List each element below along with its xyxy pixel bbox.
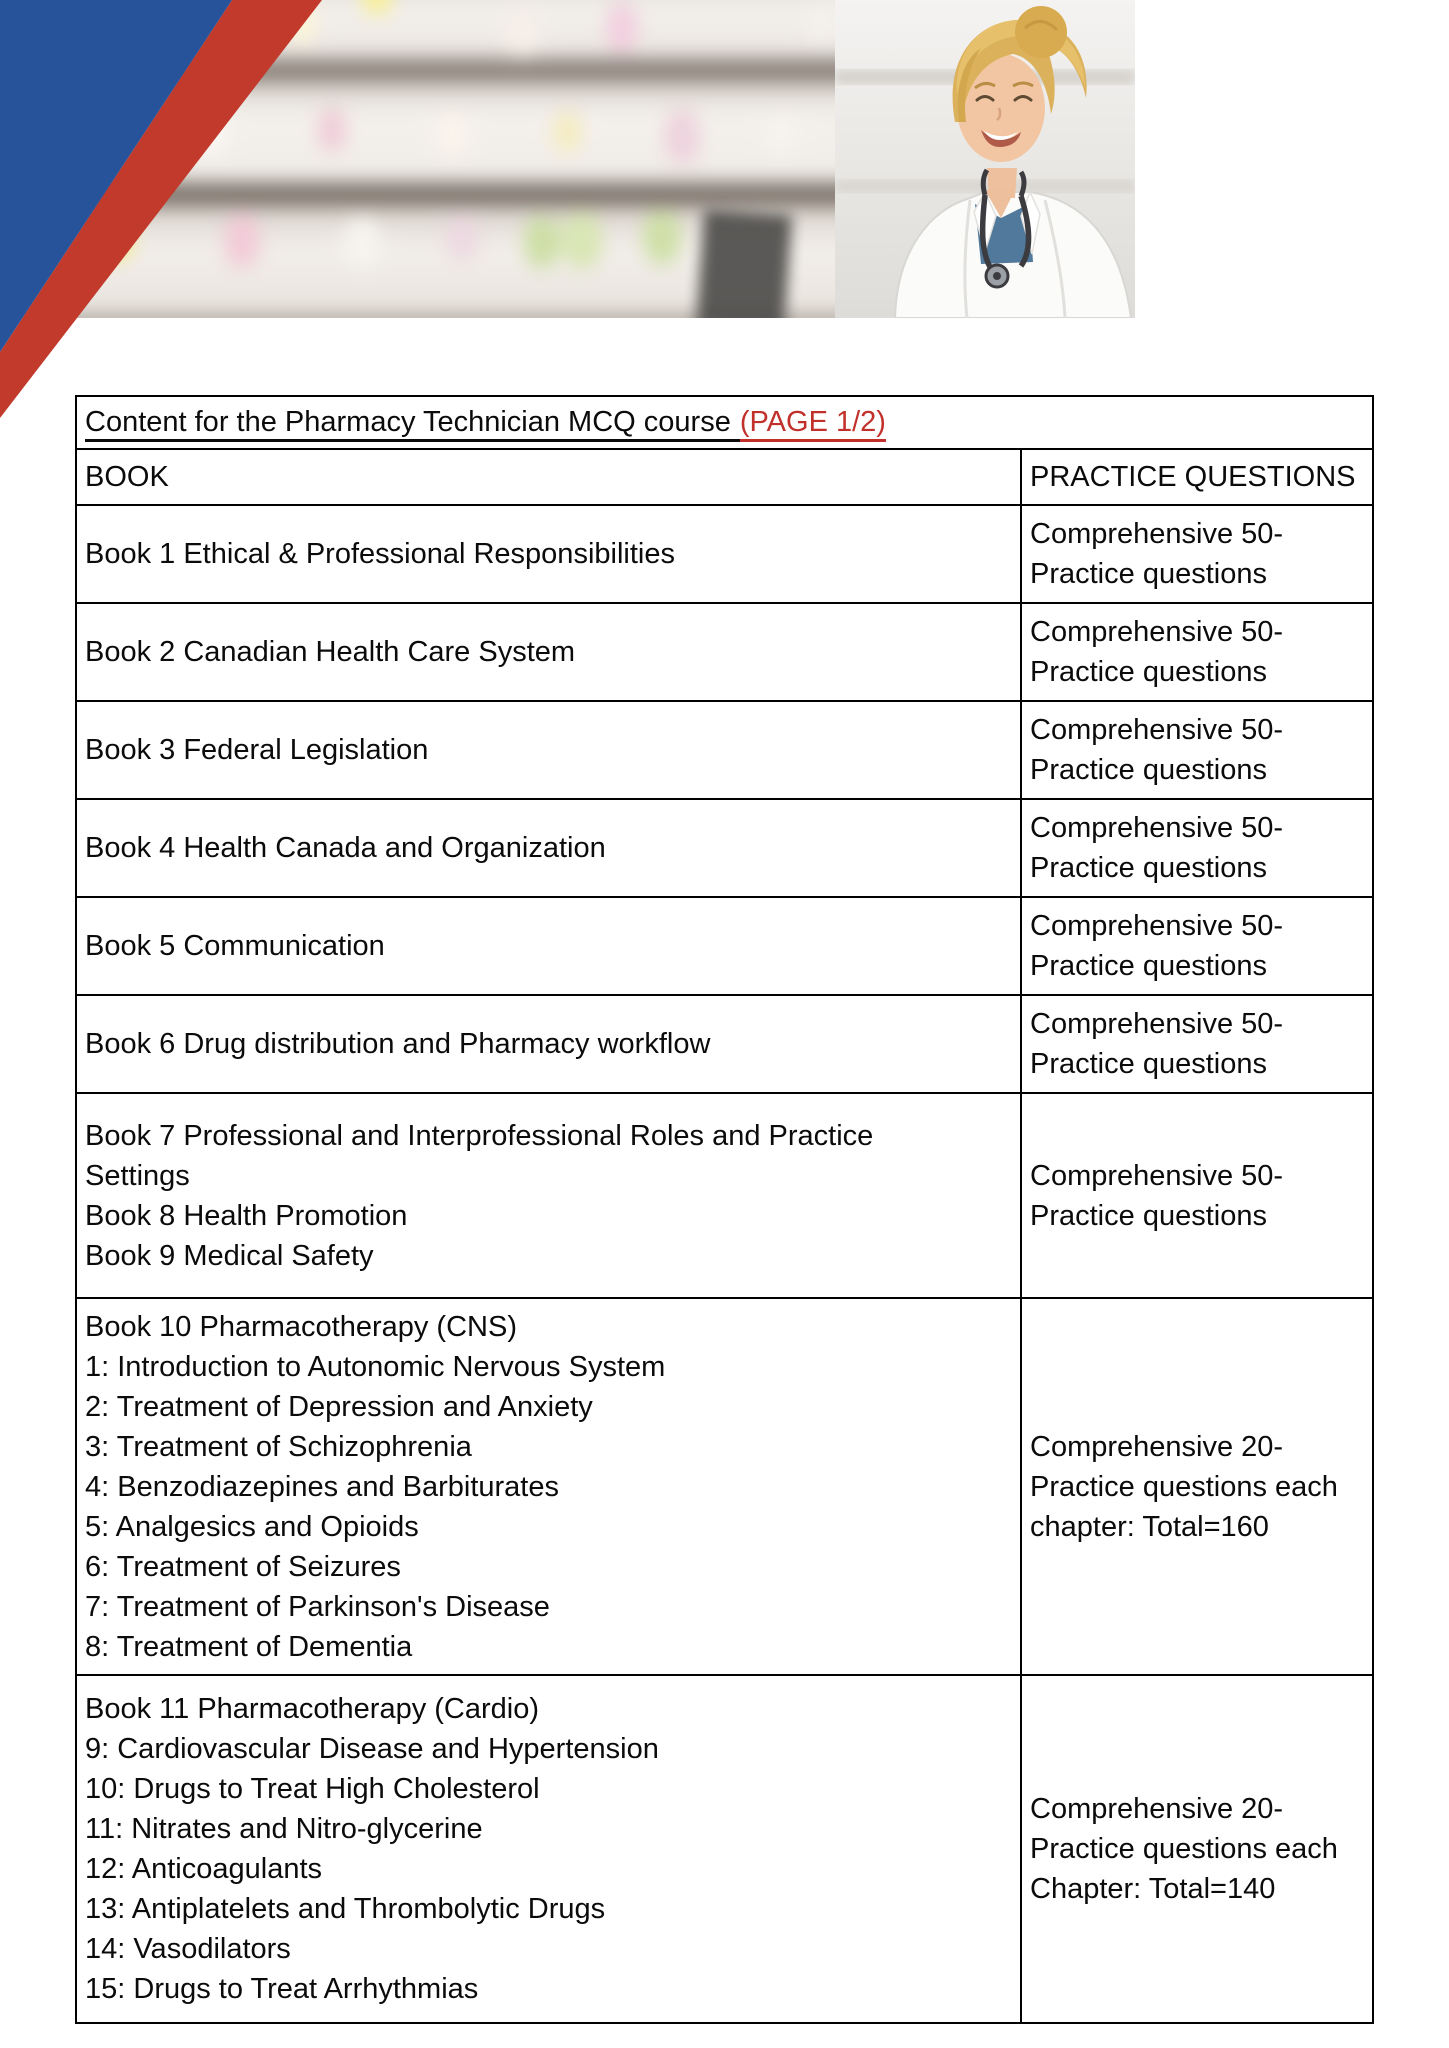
- book-line: 9: Cardiovascular Disease and Hypertension: [85, 1733, 659, 1765]
- questions-line: Comprehensive 50-: [1030, 812, 1284, 844]
- questions-cell: [1021, 799, 1373, 897]
- book-line: Book 3 Federal Legislation: [85, 734, 429, 766]
- questions-line: Chapter: Total=140: [1030, 1873, 1276, 1905]
- questions-cell: [1021, 995, 1373, 1093]
- book-cell: [76, 1093, 1021, 1298]
- table-row: [76, 1675, 1373, 2023]
- book-line: Book 11 Pharmacotherapy (Cardio): [85, 1693, 540, 1725]
- book-cell: [76, 701, 1021, 799]
- book-line: 8: Treatment of Dementia: [85, 1630, 413, 1663]
- table-row: [76, 1298, 1373, 1675]
- questions-line: Comprehensive 50-: [1030, 616, 1284, 648]
- table-row: [76, 995, 1373, 1093]
- questions-cell: [1021, 1298, 1373, 1675]
- table-row: [76, 1093, 1373, 1298]
- questions-cell: [1021, 505, 1373, 603]
- book-line: 11: Nitrates and Nitro-glycerine: [85, 1813, 483, 1845]
- course-content-table: [75, 395, 1374, 2024]
- title-row: [76, 396, 1373, 449]
- questions-line: Comprehensive 20-: [1030, 1430, 1284, 1463]
- questions-cell: [1021, 603, 1373, 701]
- table-row: [76, 897, 1373, 995]
- book-line: Book 2 Canadian Health Care System: [85, 636, 576, 668]
- questions-line: Comprehensive 50-: [1030, 714, 1284, 746]
- header-banner: [0, 0, 1449, 420]
- book-line: 5: Analgesics and Opioids: [85, 1510, 419, 1543]
- book-line: 10: Drugs to Treat High Cholesterol: [85, 1773, 540, 1805]
- book-line: 2: Treatment of Depression and Anxiety: [85, 1390, 593, 1423]
- questions-line: Practice questions: [1030, 558, 1267, 590]
- book-line: 13: Antiplatelets and Thrombolytic Drugs: [85, 1893, 606, 1925]
- chair-silhouette: [696, 209, 792, 318]
- book-line: Book 5 Communication: [85, 930, 385, 962]
- table-row: [76, 505, 1373, 603]
- book-cell: [76, 995, 1021, 1093]
- page-indicator: (PAGE 1/2): [740, 406, 886, 442]
- table-body: [76, 505, 1373, 2023]
- questions-line: Practice questions: [1030, 656, 1267, 688]
- questions-line: Practice questions: [1030, 754, 1267, 786]
- questions-cell: [1021, 1675, 1373, 2023]
- questions-line: Practice questions each: [1030, 1470, 1338, 1503]
- book-line: Book 1 Ethical & Professional Responsibilities: [85, 538, 675, 570]
- header-row: [76, 449, 1373, 505]
- book-cell: [76, 505, 1021, 603]
- book-line: 6: Treatment of Seizures: [85, 1550, 401, 1583]
- book-line: Book 9 Medical Safety: [85, 1239, 374, 1272]
- book-line: 3: Treatment of Schizophrenia: [85, 1430, 472, 1463]
- table-row: [76, 799, 1373, 897]
- stethoscope-chestpiece-center: [993, 272, 1001, 280]
- questions-line: Comprehensive 50-: [1030, 1159, 1284, 1192]
- book-cell: [76, 1298, 1021, 1675]
- questions-line: chapter: Total=160: [1030, 1510, 1269, 1543]
- questions-line: Practice questions: [1030, 1048, 1267, 1080]
- book-cell: [76, 799, 1021, 897]
- book-cell: [76, 897, 1021, 995]
- book-cell: [76, 1675, 1021, 2023]
- book-line: Book 10 Pharmacotherapy (CNS): [85, 1310, 517, 1343]
- book-line: 7: Treatment of Parkinson's Disease: [85, 1590, 550, 1623]
- questions-cell: [1021, 701, 1373, 799]
- questions-line: Comprehensive 50-: [1030, 518, 1284, 550]
- table-row: [76, 603, 1373, 701]
- book-line: Book 4 Health Canada and Organization: [85, 832, 606, 864]
- stethoscope-earpiece: [1021, 172, 1024, 196]
- questions-line: Comprehensive 50-: [1030, 1008, 1284, 1040]
- questions-line: Practice questions: [1030, 950, 1267, 982]
- book-line: Book 7 Professional and Interprofessional Roles and Practice: [85, 1119, 874, 1152]
- questions-line: Comprehensive 20-: [1030, 1793, 1284, 1825]
- column-header-practice-questions: PRACTICE QUESTIONS: [1021, 449, 1373, 505]
- corner-decoration: [0, 0, 330, 420]
- pharmacist-image: [835, 0, 1135, 318]
- questions-line: Practice questions: [1030, 1199, 1267, 1232]
- column-header-book: BOOK: [76, 449, 1021, 505]
- book-line: Settings: [85, 1159, 190, 1192]
- table-row: [76, 701, 1373, 799]
- questions-line: Practice questions each: [1030, 1833, 1338, 1865]
- questions-cell: [1021, 1093, 1373, 1298]
- table-head-rows: [76, 396, 1373, 505]
- book-cell: [76, 603, 1021, 701]
- questions-line: Comprehensive 50-: [1030, 910, 1284, 942]
- hair-bun: [1015, 6, 1067, 58]
- book-line: 4: Benzodiazepines and Barbiturates: [85, 1470, 559, 1503]
- book-line: 1: Introduction to Autonomic Nervous System: [85, 1350, 666, 1383]
- book-line: 14: Vasodilators: [85, 1933, 291, 1965]
- book-line: 15: Drugs to Treat Arrhythmias: [85, 1973, 479, 2005]
- book-line: Book 8 Health Promotion: [85, 1199, 408, 1232]
- page-title: Content for the Pharmacy Technician MCQ course: [85, 406, 740, 442]
- book-line: 12: Anticoagulants: [85, 1853, 323, 1885]
- book-line: Book 6 Drug distribution and Pharmacy workflow: [85, 1028, 711, 1060]
- table-title: [76, 396, 1373, 449]
- questions-cell: [1021, 897, 1373, 995]
- questions-line: Practice questions: [1030, 852, 1267, 884]
